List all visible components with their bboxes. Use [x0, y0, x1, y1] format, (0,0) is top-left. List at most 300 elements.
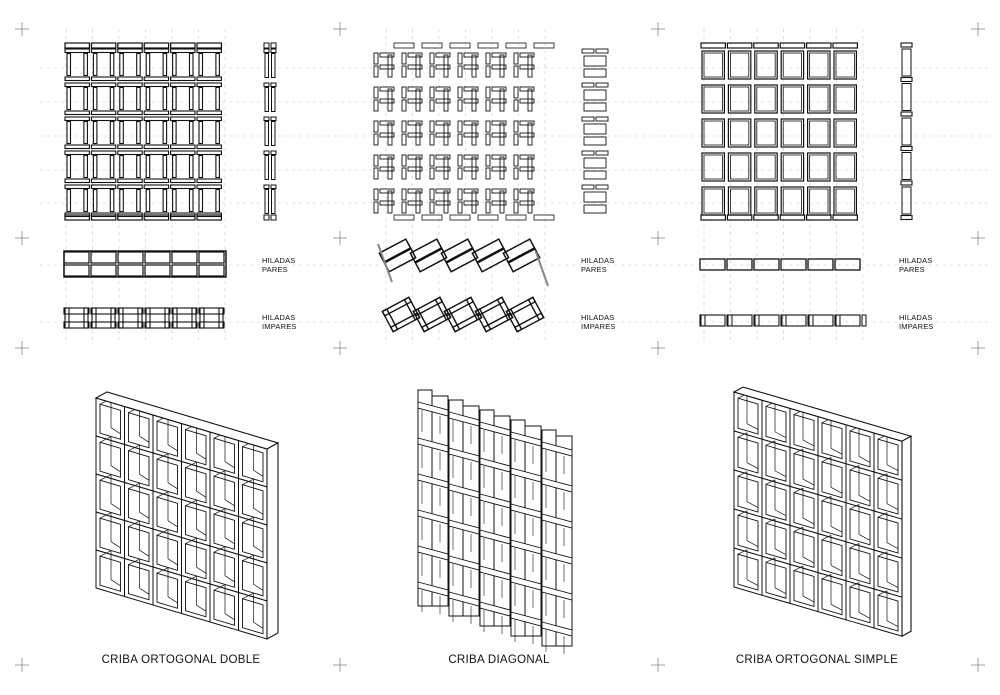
brick [165, 308, 169, 328]
cell-opening [214, 552, 235, 587]
brick [199, 122, 203, 144]
brick [138, 308, 142, 328]
brick [596, 83, 608, 87]
brick [757, 53, 775, 77]
cell-opening [794, 454, 814, 490]
brick [144, 145, 168, 149]
diagonal-course-unit [475, 297, 512, 331]
brick [810, 155, 828, 179]
brick [808, 187, 830, 215]
cell-opening [766, 562, 786, 598]
brick [190, 88, 194, 110]
brick [137, 122, 141, 144]
brick [702, 85, 724, 113]
brick [199, 54, 203, 76]
brick [271, 43, 276, 48]
brick [902, 84, 911, 111]
brick [702, 119, 724, 147]
brick [416, 191, 420, 213]
brick [65, 43, 89, 48]
brick [486, 53, 490, 64]
brick [65, 185, 89, 189]
brick [118, 151, 142, 155]
cell-opening [129, 527, 150, 562]
brick [781, 315, 806, 326]
footer-note [8, 686, 992, 695]
brick [91, 43, 115, 48]
brick [478, 215, 498, 220]
brick [755, 153, 777, 181]
brick [388, 123, 392, 145]
brick [450, 43, 470, 48]
brick [730, 155, 748, 179]
brick [118, 185, 142, 189]
brick [171, 83, 195, 87]
brick [704, 189, 722, 213]
column-pier [511, 420, 525, 636]
brick [110, 190, 114, 212]
brick [374, 155, 378, 166]
brick [93, 88, 97, 110]
brick [901, 216, 912, 220]
brick [486, 168, 490, 179]
brick [781, 51, 803, 79]
brick [388, 191, 392, 213]
brick [582, 185, 594, 189]
brick [388, 157, 392, 179]
cell-opening [129, 451, 150, 486]
brick [197, 111, 221, 115]
brick [596, 185, 608, 189]
brick [808, 85, 830, 113]
brick [91, 117, 115, 121]
cell-opening [878, 478, 898, 514]
brick [901, 43, 912, 47]
brick [65, 179, 89, 183]
brick [596, 117, 608, 121]
brick [272, 122, 276, 146]
brick [64, 265, 89, 276]
iso-criba-ortogonal-doble [96, 392, 278, 639]
brick [146, 122, 150, 144]
brick [91, 185, 115, 189]
brick [67, 156, 71, 178]
iso-criba-ortogonal-simple [734, 387, 911, 636]
cell-opening [738, 554, 758, 590]
brick [754, 315, 779, 326]
brick [783, 53, 801, 77]
brick [91, 265, 116, 276]
brick [810, 121, 828, 145]
label-hiladas-impares-1: HILADAS IMPARES [262, 313, 297, 331]
brick [120, 156, 124, 178]
brick [91, 111, 115, 115]
brick [216, 190, 220, 212]
brick [67, 122, 71, 144]
brick [93, 190, 97, 212]
brick [264, 83, 269, 87]
cell-opening [794, 415, 814, 451]
brick [486, 87, 490, 98]
brick [173, 122, 177, 144]
brick [754, 215, 778, 220]
brick [534, 215, 554, 220]
brick [91, 77, 115, 81]
brick [472, 55, 476, 77]
brick [382, 297, 411, 315]
brick [144, 179, 168, 183]
brick [755, 51, 777, 79]
brick [374, 168, 378, 179]
brick [394, 215, 414, 220]
brick [118, 252, 143, 263]
brick [64, 322, 89, 328]
brick [91, 83, 115, 87]
brick [200, 308, 204, 328]
brick [834, 85, 856, 113]
brick [728, 153, 750, 181]
brick [197, 77, 221, 81]
brick [91, 179, 115, 183]
brick [458, 100, 462, 111]
brick [64, 252, 89, 263]
brick [145, 265, 170, 276]
brick [118, 49, 142, 53]
brick [144, 49, 168, 53]
brick [808, 259, 833, 270]
brick [374, 53, 378, 64]
brick [444, 55, 448, 77]
brick [727, 215, 751, 220]
cell-opening [243, 599, 264, 634]
brick [444, 123, 448, 145]
brick [808, 153, 830, 181]
brick [120, 190, 124, 212]
brick [171, 111, 195, 115]
brick [110, 54, 114, 76]
brick [486, 100, 490, 111]
brick [500, 191, 504, 213]
brick [65, 83, 89, 87]
brick [163, 88, 167, 110]
brick [172, 322, 197, 328]
brick [810, 53, 828, 77]
brick [199, 190, 203, 212]
diagonal-course-unit [410, 239, 446, 272]
brick [755, 85, 777, 113]
brick [374, 87, 378, 98]
brick [65, 151, 89, 155]
brick [374, 189, 378, 200]
brick [146, 156, 150, 178]
brick [486, 134, 490, 145]
cell-opening [243, 561, 264, 596]
brick [582, 83, 594, 87]
brick [93, 54, 97, 76]
brick [402, 100, 406, 111]
brick [65, 77, 89, 81]
brick [416, 123, 420, 145]
brick [163, 156, 167, 178]
brick [190, 156, 194, 178]
brick [810, 87, 828, 111]
brick [402, 168, 406, 179]
brick [265, 156, 269, 180]
brick [120, 122, 124, 144]
cell-opening [766, 523, 786, 559]
brick [780, 43, 804, 48]
brick [902, 187, 911, 214]
brick [584, 171, 606, 179]
brick [728, 187, 750, 215]
brick [374, 202, 378, 213]
brick [834, 119, 856, 147]
cell-opening [214, 438, 235, 473]
brick [584, 90, 606, 100]
brick [834, 51, 856, 79]
brick [272, 54, 276, 78]
brick [172, 265, 197, 276]
brick [173, 308, 177, 328]
label-hiladas-pares-1: HILADAS PARES [262, 256, 296, 274]
brick [430, 66, 434, 77]
cell-opening [850, 548, 870, 584]
diagonal-course-unit [413, 297, 450, 331]
brick [264, 185, 269, 189]
brick [137, 156, 141, 178]
brick [472, 191, 476, 213]
brick [118, 117, 142, 121]
brick [472, 123, 476, 145]
brick [528, 123, 532, 145]
label-hiladas-pares-2: HILADAS PARES [581, 256, 615, 274]
brick [836, 155, 854, 179]
brick [374, 66, 378, 77]
brick [730, 87, 748, 111]
cell-opening [850, 587, 870, 623]
column-pier [542, 430, 556, 646]
brick [754, 43, 778, 48]
brick [110, 122, 114, 144]
cell-opening [794, 571, 814, 607]
brick [514, 202, 518, 213]
cell-opening [129, 413, 150, 448]
column-pier [418, 390, 432, 606]
brick [118, 179, 142, 183]
brick [65, 215, 89, 220]
brick [514, 134, 518, 145]
brick [444, 89, 448, 111]
brick [486, 202, 490, 213]
brick [137, 190, 141, 212]
brick [265, 190, 269, 214]
cell-opening [243, 485, 264, 520]
brick [402, 189, 406, 200]
cell-opening [766, 406, 786, 442]
brick [65, 308, 69, 328]
brick [110, 88, 114, 110]
brick [91, 215, 115, 220]
brick [458, 155, 462, 166]
brick [704, 121, 722, 145]
brick [163, 122, 167, 144]
brick [902, 153, 911, 180]
cell-opening [157, 497, 178, 532]
brick [500, 55, 504, 77]
brick [199, 156, 203, 178]
brick [91, 151, 115, 155]
brick [755, 187, 777, 215]
brick [402, 202, 406, 213]
cell-opening [100, 480, 121, 515]
brick [730, 189, 748, 213]
brick [584, 205, 606, 213]
brick [84, 156, 88, 178]
brick [118, 322, 143, 328]
brick [757, 87, 775, 111]
brick [901, 181, 912, 185]
brick [84, 54, 88, 76]
brick [444, 157, 448, 179]
brick [836, 87, 854, 111]
cell-opening [186, 582, 207, 617]
brick [265, 54, 269, 78]
brick [728, 51, 750, 79]
brick [199, 322, 224, 328]
cell-opening [738, 398, 758, 434]
diagonal-course-unit [503, 239, 539, 272]
brick [902, 118, 911, 145]
brick [171, 77, 195, 81]
brick [755, 119, 777, 147]
label-hiladas-impares-2: HILADAS IMPARES [581, 313, 616, 331]
brick [163, 54, 167, 76]
brick [199, 88, 203, 110]
brick [118, 215, 142, 220]
brick [137, 88, 141, 110]
brick [584, 69, 606, 77]
brick [67, 54, 71, 76]
brick [534, 43, 554, 48]
cell-opening [186, 544, 207, 579]
brick [430, 134, 434, 145]
brick [146, 88, 150, 110]
brick [265, 88, 269, 112]
brick [197, 215, 221, 220]
brick [472, 89, 476, 111]
brick [264, 151, 269, 155]
brick [596, 49, 608, 53]
brick [271, 83, 276, 87]
brick [444, 191, 448, 213]
brick [146, 190, 150, 212]
brick [172, 252, 197, 263]
brick [783, 155, 801, 179]
caption-criba-diagonal: CRIBA DIAGONAL [448, 654, 550, 666]
cell-opening [186, 468, 207, 503]
brick [782, 315, 786, 326]
brick [192, 308, 196, 328]
brick [458, 134, 462, 145]
brick [514, 87, 518, 98]
brick [216, 122, 220, 144]
brick [781, 85, 803, 113]
brick [728, 315, 732, 326]
brick [781, 187, 803, 215]
brick [506, 43, 526, 48]
brick [757, 155, 775, 179]
brick [757, 189, 775, 213]
cell-opening [850, 431, 870, 467]
brick [430, 53, 434, 64]
brick [264, 117, 269, 121]
brick [120, 54, 124, 76]
brick [145, 322, 170, 328]
cell-opening [822, 501, 842, 537]
diagonal-course-unit [379, 239, 415, 272]
side-face [902, 436, 911, 636]
brick [197, 117, 221, 121]
brick [91, 322, 116, 328]
brick [190, 54, 194, 76]
brick [783, 121, 801, 145]
brick [197, 83, 221, 87]
brick [394, 43, 414, 48]
caption-criba-ortogonal-simple: CRIBA ORTOGONAL SIMPLE [735, 654, 899, 666]
brick [506, 215, 526, 220]
brick [458, 87, 462, 98]
label-hiladas-pares-3: HILADAS PARES [899, 256, 933, 274]
brick [119, 308, 123, 328]
cell-opening [157, 573, 178, 608]
brick [728, 119, 750, 147]
brick [171, 117, 195, 121]
brick [808, 119, 830, 147]
brick [271, 49, 276, 53]
brick [458, 168, 462, 179]
brick [901, 78, 912, 82]
brick [584, 103, 606, 111]
brick [264, 43, 269, 48]
cell-opening [878, 556, 898, 592]
cell-opening [214, 476, 235, 511]
brick [584, 192, 606, 202]
brick [402, 66, 406, 77]
cell-opening [100, 442, 121, 477]
cell-opening [100, 556, 121, 591]
label-hiladas-impares-3: HILADAS IMPARES [899, 313, 934, 331]
cell-opening [850, 509, 870, 545]
diagonal-course-unit [382, 297, 419, 331]
cell-opening [738, 515, 758, 551]
brick [219, 308, 223, 328]
brick [430, 189, 434, 200]
cell-opening [186, 430, 207, 465]
brick [514, 155, 518, 166]
brick [118, 265, 143, 276]
brick [91, 49, 115, 53]
brick [514, 66, 518, 77]
brick [265, 122, 269, 146]
brick [93, 156, 97, 178]
brick [486, 121, 490, 132]
column-pier [449, 400, 463, 616]
brick [118, 83, 142, 87]
brick [190, 122, 194, 144]
brick [271, 185, 276, 189]
cell-opening [129, 565, 150, 600]
diagonal-course-unit [441, 239, 477, 272]
